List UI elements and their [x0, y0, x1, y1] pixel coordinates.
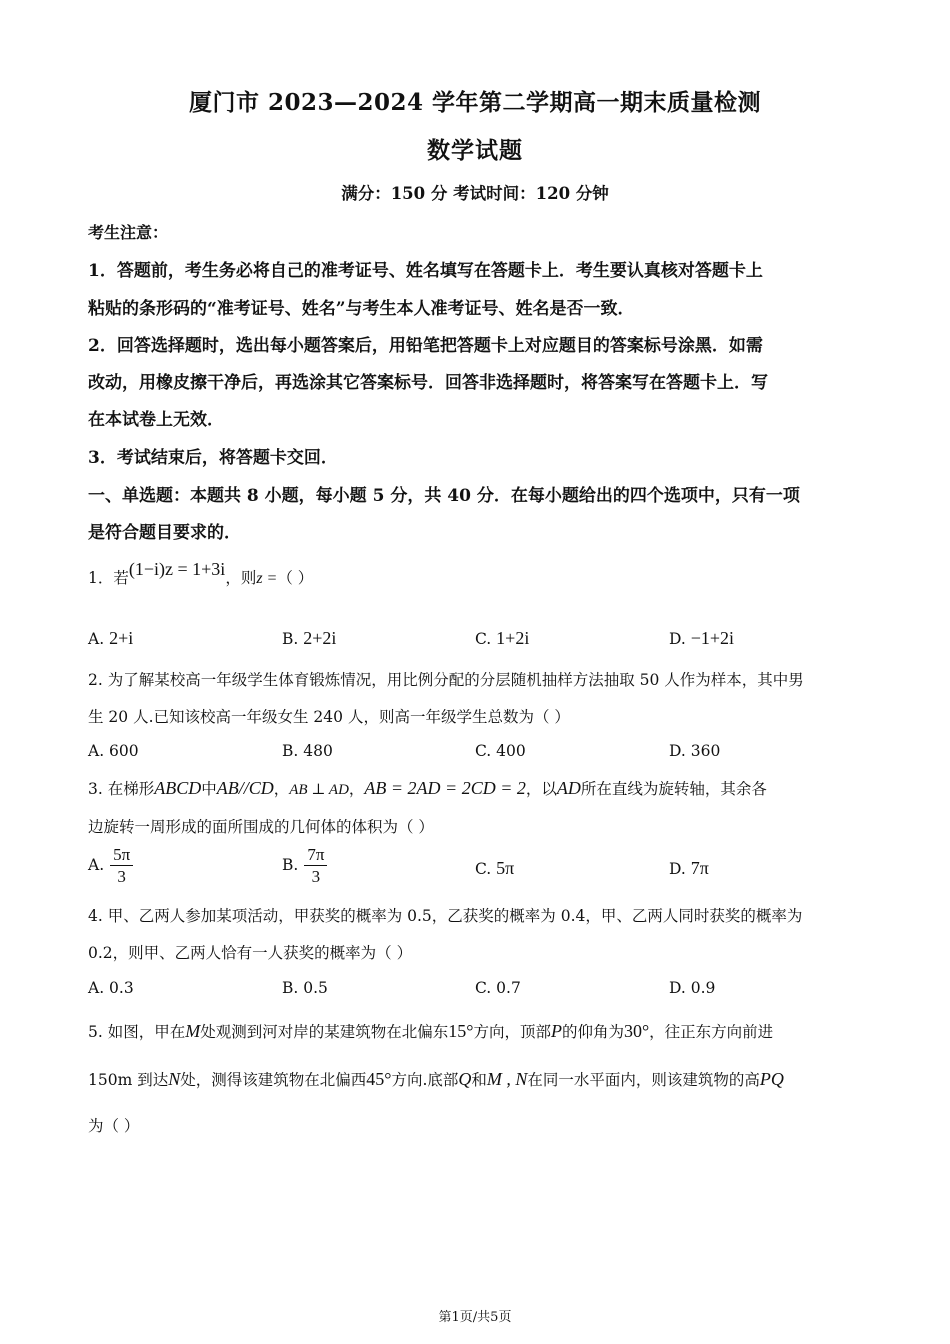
q3-option-d-value: 7π [690, 858, 709, 878]
q5-part-j: 在同一水平面内，则该建筑物的高 [527, 1071, 760, 1089]
q3-option-b[interactable] [282, 846, 327, 886]
q3-option-a-den: 3 [117, 866, 126, 886]
q1-option-c-value: 1+2i [496, 628, 530, 648]
q1-option-b-value: 2+2i [303, 628, 337, 648]
q5-deg45: 45° [366, 1069, 392, 1089]
q3-option-c-value: 5π [496, 858, 515, 878]
note-1-line-2: 粘贴的条形码的“准考证号、姓名”与考生本人准考证号、姓名是否一致． [88, 299, 635, 319]
q5-deg15: 15° [448, 1021, 474, 1041]
q2-line-2: 生 20 人.已知该校高一年级女生 240 人，则高一年级学生总数为（ ） [88, 708, 570, 726]
q5-mn: M , N [486, 1069, 528, 1089]
q1-option-a[interactable] [88, 628, 133, 649]
q3-sep-1: ， [273, 780, 290, 798]
q3-option-c-label: C. [475, 860, 492, 878]
q3-abcd: ABCD [154, 778, 202, 798]
q5-part-c: 方向，顶部 [473, 1023, 551, 1041]
q1-prefix: 1．若 [88, 569, 129, 587]
note-2-line-1: 2．回答选择题时，选出每小题答案后，用铅笔把答题卡上对应题目的答案标号涂黑．如需 [88, 336, 763, 356]
q5-part-g: 处，测得该建筑物在北偏西 [180, 1071, 367, 1089]
section-heading-line-1: 一、单选题：本题共 8 小题，每小题 5 分，共 40 分．在每小题给出的四个选项中，只有一项 [88, 486, 800, 506]
q3-intro: 3. 在梯形 [88, 780, 155, 798]
q5-line-3: 为（ ） [88, 1117, 140, 1135]
q5-pq: PQ [759, 1069, 784, 1089]
q3-line-2: 边旋转一周形成的面所围成的几何体的体积为（ ） [88, 818, 434, 836]
note-3: 3．考试结束后，将答题卡交回． [88, 448, 338, 468]
q1-z: z = [256, 570, 278, 587]
q5-part-b: 处观测到河对岸的某建筑物在北偏东 [200, 1023, 449, 1041]
page-title: 厦门市 2023—2024 学年第二学期高一期末质量检测 [188, 89, 762, 116]
q1-option-d[interactable] [669, 628, 734, 649]
question-1 [88, 559, 314, 588]
q2-option-c[interactable]: C. 400 [475, 742, 526, 760]
q5-part-h: 方向.底部 [391, 1071, 459, 1089]
q1-option-c[interactable] [475, 628, 529, 649]
q4-option-a[interactable]: A. 0.3 [88, 979, 134, 997]
section-heading-line-2: 是符合题目要求的． [88, 523, 241, 543]
q1-option-b-label: B. [282, 630, 299, 648]
q3-ad: AD [556, 778, 581, 798]
q2-option-d[interactable]: D. 360 [669, 742, 721, 760]
q5-deg30: 30° [623, 1021, 650, 1041]
q5-part-a: 5. 如图，甲在 [88, 1023, 186, 1041]
q1-suffix: ，则 [225, 569, 257, 587]
q3-cond-perp: AB ⊥ AD [289, 782, 349, 798]
q5-part-e: ，往正东方向前进 [649, 1023, 774, 1041]
q3-option-b-label: B. [282, 855, 299, 874]
q2-option-b[interactable]: B. 480 [282, 742, 333, 760]
q3-option-b-den: 3 [311, 866, 321, 886]
note-2-line-2: 改动，用橡皮擦干净后，再选涂其它答案标号．回答非选择题时，将答案写在答题卡上．写 [88, 373, 768, 393]
q5-line-2 [88, 1068, 784, 1090]
q5-n: N [168, 1069, 181, 1089]
q1-option-d-label: D. [669, 630, 686, 648]
page-footer: 第1页/共5页 [438, 1310, 512, 1325]
q4-option-d[interactable]: D. 0.9 [669, 979, 716, 997]
q3-sep-2: ， [348, 780, 365, 798]
q3-cond-lengths: AB = 2AD = 2CD = 2 [364, 778, 526, 798]
q5-m: M [185, 1021, 201, 1041]
q1-option-c-label: C. [475, 630, 492, 648]
q3-option-a-num: 5π [110, 846, 133, 866]
exam-meta: 满分：150 分 考试时间：120 分钟 [341, 184, 609, 203]
q1-option-b[interactable] [282, 628, 336, 649]
q4-line-1: 4. 甲、乙两人参加某项活动，甲获奖的概率为 0.5，乙获奖的概率为 0.4，甲、乙两人同时获奖的概率为 [88, 907, 803, 925]
q5-part-d: 的仰角为 [561, 1023, 624, 1041]
q3-option-b-num: 7π [304, 846, 327, 866]
q5-line-1 [88, 1020, 773, 1042]
q2-line-1: 2. 为了解某校高一年级学生体育锻炼情况，用比例分配的分层随机抽样方法抽取 50 人作为样本，其中男 [88, 671, 804, 689]
q3-option-d-label: D. [669, 860, 686, 878]
q5-p: P [550, 1021, 562, 1041]
q1-option-a-label: A. [88, 630, 105, 648]
q4-option-b[interactable]: B. 0.5 [282, 979, 328, 997]
q1-option-a-value: 2+i [109, 628, 134, 648]
q3-option-c[interactable] [475, 858, 514, 879]
note-2-line-3: 在本试卷上无效． [88, 410, 224, 430]
q3-option-a[interactable] [88, 846, 133, 886]
q3-axis-post: 所在直线为旋转轴，其余各 [580, 780, 767, 798]
note-1-line-1: 1．答题前，考生务必将自己的准考证号、姓名填写在答题卡上．考生要认真核对答题卡上 [88, 261, 763, 281]
q3-option-a-fraction [110, 846, 133, 886]
q4-line-2: 0.2，则甲、乙两人恰有一人获奖的概率为（ ） [88, 944, 413, 962]
q1-expression: (1−i)z = 1+3i [128, 559, 226, 579]
q3-line-1 [88, 777, 767, 799]
q4-option-c[interactable]: C. 0.7 [475, 979, 521, 997]
q3-axis-pre: ，以 [525, 780, 557, 798]
q5-q: Q [458, 1069, 472, 1089]
q5-part-f: 150m 到达 [88, 1071, 169, 1089]
q1-option-d-value: −1+2i [690, 628, 735, 648]
q3-option-a-label: A. [88, 855, 105, 874]
q3-cond-parallel: AB//CD [216, 778, 274, 798]
page-subtitle: 数学试题 [427, 137, 523, 164]
q5-part-i: 和 [471, 1071, 487, 1089]
q1-paren: （ ） [277, 569, 314, 587]
q2-option-a[interactable]: A. 600 [88, 742, 139, 760]
q3-option-b-fraction [304, 846, 327, 886]
q3-mid: 中 [201, 780, 217, 798]
q3-option-d[interactable] [669, 858, 709, 879]
notes-heading: 考生注意： [88, 223, 169, 242]
